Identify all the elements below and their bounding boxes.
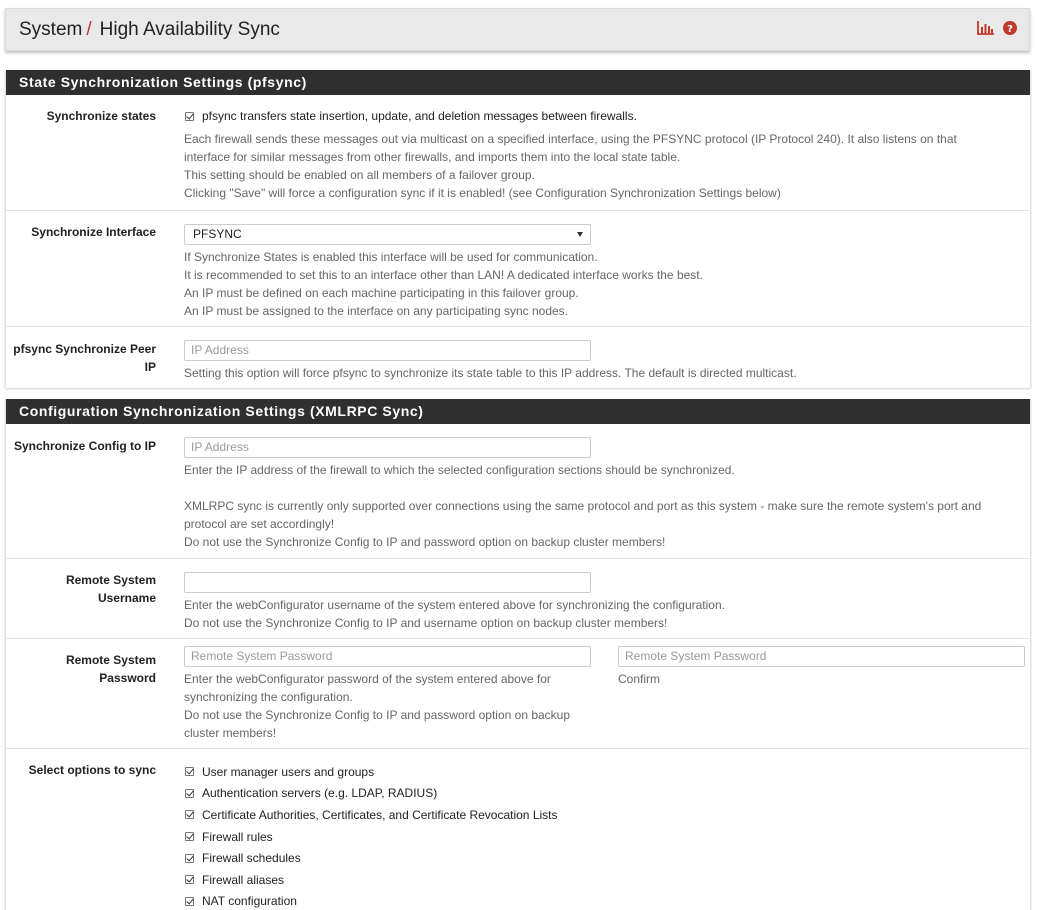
sync-interface-select[interactable] <box>184 224 591 245</box>
help-line: This setting should be enabled on all members of a failover group. <box>184 168 535 182</box>
sync-options-row <box>6 749 1030 910</box>
sync-interface-row <box>6 211 1030 327</box>
sync-peer-label-line: pfsync Synchronize Peer <box>13 342 156 356</box>
xmlrpc-panel <box>5 399 1031 910</box>
help-line: Clicking "Save" will force a configuration sync if it is enabled! (see Configuration Synchronization Settings below) <box>184 186 781 200</box>
breadcrumb-separator: / <box>86 18 92 40</box>
help-line: synchronizing the configuration. <box>184 690 353 704</box>
help-line: interface for similar messages from other firewalls, and imports them into the local state table. <box>184 150 681 164</box>
sync-peer-row <box>6 327 1030 388</box>
sync-option-item[interactable] <box>184 804 558 826</box>
sync-peer-label-line: IP <box>144 360 156 374</box>
sync-states-checkbox-label: pfsync transfers state insertion, update, and deletion messages between firewalls. <box>202 109 637 123</box>
help-icon[interactable] <box>1003 21 1017 35</box>
password-confirm-label: Confirm <box>618 672 661 686</box>
xmlrpc-panel-title: Configuration Synchronization Settings (XMLRPC Sync) <box>6 399 1030 424</box>
username-label-line: Remote System <box>65 573 156 587</box>
help-line: Do not use the Synchronize Config to IP and password option on backup cluster members! <box>184 535 666 549</box>
username-label-line: Username <box>97 591 156 605</box>
breadcrumb-parent-link[interactable]: System <box>19 18 83 40</box>
sync-peer-input[interactable]: IP Address <box>184 340 591 361</box>
help-line: Enter the IP address of the firewall to which the selected configuration sections should be synchronized. <box>184 463 735 477</box>
sync-peer-help: Setting this option will force pfsync to synchronize its state table to this IP address. The default is directed multicast. <box>184 366 797 380</box>
pfsync-panel <box>5 70 1031 388</box>
sync-option-checkbox[interactable] <box>185 832 194 841</box>
sync-option-item[interactable] <box>184 761 558 783</box>
sync-interface-help <box>184 248 703 320</box>
username-row <box>6 559 1030 639</box>
page-title: High Availability Sync <box>99 18 280 40</box>
sync-option-checkbox[interactable] <box>185 854 194 863</box>
username-label <box>6 571 156 607</box>
password-label-line: Remote System <box>65 653 156 667</box>
password-label <box>6 651 156 687</box>
help-line: Do not use the Synchronize Config to IP and username option on backup cluster members! <box>184 616 668 630</box>
sync-interface-label: Synchronize Interface <box>31 225 156 239</box>
help-line: XMLRPC sync is currently only supported over connections using the same protocol and port as this system - make sure the remote system's port and <box>184 499 982 513</box>
sync-states-row <box>6 95 1030 211</box>
help-line: If Synchronize States is enabled this interface will be used for communication. <box>184 250 598 264</box>
password-label-line: Password <box>99 671 156 685</box>
username-help <box>184 596 725 632</box>
sync-states-checkbox[interactable] <box>185 112 194 121</box>
sync-option-label: User manager users and groups <box>202 764 375 779</box>
sync-option-checkbox[interactable] <box>185 789 194 798</box>
help-line: protocol are set accordingly! <box>184 517 335 531</box>
sync-ip-label: Synchronize Config to IP <box>13 439 156 453</box>
sync-option-label: Firewall aliases <box>202 872 285 887</box>
sync-option-label: Firewall rules <box>202 829 273 844</box>
sync-ip-help <box>184 461 981 551</box>
sync-ip-input[interactable]: IP Address <box>184 437 591 458</box>
sync-option-item[interactable] <box>184 869 558 891</box>
password-row <box>6 639 1030 749</box>
breadcrumb <box>5 8 1030 51</box>
sync-option-checkbox[interactable] <box>185 810 194 819</box>
help-line: Enter the webConfigurator username of the system entered above for synchronizing the configuration. <box>184 598 725 612</box>
sync-states-help <box>184 130 957 202</box>
chevron-down-icon <box>577 232 583 237</box>
sync-option-item[interactable] <box>184 847 558 869</box>
sync-option-label: Firewall schedules <box>202 851 301 866</box>
help-line: Do not use the Synchronize Config to IP and password option on backup <box>184 708 571 722</box>
sync-option-checkbox[interactable] <box>185 875 194 884</box>
sync-option-item[interactable] <box>184 783 558 805</box>
password-confirm-input[interactable]: Remote System Password <box>618 646 1025 667</box>
sync-option-label: Authentication servers (e.g. LDAP, RADIUS) <box>202 786 438 801</box>
help-line: An IP must be defined on each machine participating in this failover group. <box>184 286 579 300</box>
sync-interface-value: PFSYNC <box>193 227 242 241</box>
sync-options-label: Select options to sync <box>28 763 156 777</box>
svg-text:?: ? <box>1007 24 1013 35</box>
password-help <box>184 670 591 742</box>
sync-option-label: NAT configuration <box>202 894 297 909</box>
sync-option-checkbox[interactable] <box>185 897 194 906</box>
bar-chart-icon[interactable] <box>977 21 994 35</box>
username-input[interactable] <box>184 572 591 593</box>
sync-option-label: Certificate Authorities, Certificates, and Certificate Revocation Lists <box>202 807 558 822</box>
sync-states-label: Synchronize states <box>46 109 156 123</box>
sync-option-item[interactable] <box>184 891 558 910</box>
pfsync-panel-title: State Synchronization Settings (pfsync) <box>6 70 1030 95</box>
password-input[interactable]: Remote System Password <box>184 646 591 667</box>
help-line: An IP must be assigned to the interface on any participating sync nodes. <box>184 304 569 318</box>
help-line: Enter the webConfigurator password of the system entered above for <box>184 672 551 686</box>
sync-peer-label <box>6 340 156 376</box>
help-line: cluster members! <box>184 726 277 740</box>
sync-ip-row <box>6 424 1030 559</box>
sync-option-item[interactable] <box>184 826 558 848</box>
help-line: Each firewall sends these messages out via multicast on a specified interface, using the PFSYNC protocol (IP Protocol 240). It also listens on that <box>184 132 957 146</box>
help-line: It is recommended to set this to an interface other than LAN! A dedicated interface works the best. <box>184 268 703 282</box>
sync-states-checkbox-line[interactable] <box>184 107 957 125</box>
sync-option-checkbox[interactable] <box>185 767 194 776</box>
